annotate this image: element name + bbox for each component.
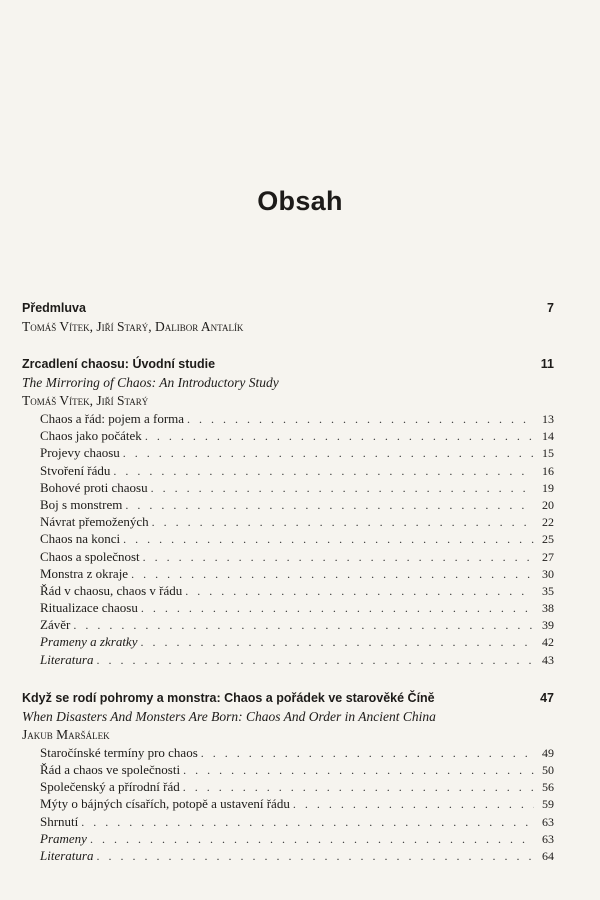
section-entries <box>40 744 554 864</box>
dot-leader <box>293 796 534 813</box>
toc-entry-label: Společenský a přírodní řád <box>40 779 180 795</box>
section-heading-row <box>22 354 554 374</box>
toc-entry-page-number: 14 <box>542 429 554 444</box>
toc-entry-page-number: 39 <box>542 618 554 633</box>
toc-entry-page-number: 42 <box>542 635 554 650</box>
toc-entry-label: Řád a chaos ve společnosti <box>40 762 181 777</box>
dot-leader <box>81 814 534 831</box>
section-subtitle: When Disasters And Monsters Are Born: Chaos And Order in Ancient China <box>22 708 436 724</box>
toc-entry-page-number: 59 <box>542 797 554 812</box>
dot-leader <box>152 514 534 531</box>
toc-entry <box>40 496 554 513</box>
toc-entry-label: Stvoření řádu <box>40 462 111 478</box>
toc-entry-page-number: 25 <box>542 532 554 547</box>
toc-entry-page-number: 50 <box>542 763 554 777</box>
toc-entry-page-number: 15 <box>542 446 554 461</box>
toc-entry <box>40 427 554 444</box>
toc-entry-page-number: 19 <box>542 480 554 495</box>
section-page-number: 7 <box>547 301 554 315</box>
toc-entry <box>40 462 554 479</box>
toc-entry-label: Boj s monstrem <box>40 496 123 512</box>
toc-entry <box>40 830 554 847</box>
dot-leader <box>187 411 534 428</box>
toc-entry <box>40 778 554 795</box>
dot-leader <box>145 428 534 445</box>
dot-leader <box>151 480 534 497</box>
toc-entry-label: Chaos na konci <box>40 531 121 547</box>
toc-entry-label: Monstra z okraje <box>40 565 129 581</box>
toc-entry-label: Ritualizace chaosu <box>40 600 138 616</box>
dot-leader <box>125 497 534 514</box>
toc-entry-label: Návrat přemožených <box>40 514 149 530</box>
section-heading: Když se rodí pohromy a monstra: Chaos a pořádek ve starověké Číně <box>22 690 435 705</box>
dot-leader <box>131 566 534 583</box>
section-heading: Předmluva <box>22 301 86 315</box>
toc-entry-page-number: 35 <box>542 583 554 598</box>
toc-entry-label: Literatura <box>40 847 94 863</box>
toc-entry-label: Řád v chaosu, chaos v řádu <box>40 582 183 598</box>
toc-entry <box>40 813 554 830</box>
toc-section <box>22 298 554 336</box>
toc-entry-page-number: 16 <box>542 463 554 478</box>
toc-entry-page-number: 22 <box>542 515 554 530</box>
table-of-contents <box>22 298 554 878</box>
toc-entry-label: Mýty o bájných císařích, potopě a ustavení řádu <box>40 796 290 812</box>
toc-section <box>22 354 554 668</box>
toc-entry-page-number: 64 <box>542 848 554 863</box>
dot-leader <box>123 531 534 548</box>
toc-entry <box>40 633 554 650</box>
toc-entry-label: Projevy chaosu <box>40 445 120 461</box>
toc-section <box>22 688 554 864</box>
toc-entry <box>40 479 554 496</box>
dot-leader <box>141 600 534 617</box>
toc-entry-label: Staročínské termíny pro chaos <box>40 744 198 760</box>
dot-leader <box>73 617 534 634</box>
toc-entry-label: Literatura <box>40 651 94 667</box>
toc-entry <box>40 444 554 461</box>
toc-entry <box>40 530 554 547</box>
section-authors: Tomáš Vítek, Jiří Starý <box>22 393 149 408</box>
page-title: Obsah <box>257 186 343 216</box>
toc-entry-label: Prameny a zkratky <box>40 634 138 650</box>
toc-entry-page-number: 20 <box>542 497 554 512</box>
section-authors: Jakub Maršálek <box>22 726 110 742</box>
dot-leader <box>185 583 534 600</box>
toc-entry <box>40 582 554 599</box>
toc-entry-label: Závěr <box>40 617 71 633</box>
section-entries <box>40 410 554 668</box>
dot-leader <box>96 848 534 865</box>
toc-entry-label: Bohové proti chaosu <box>40 479 148 495</box>
toc-entry-page-number: 56 <box>542 780 554 795</box>
section-authors: Tomáš Vítek, Jiří Starý, Dalibor Antalík <box>22 319 244 334</box>
dot-leader <box>183 762 534 779</box>
dot-leader <box>183 779 534 796</box>
dot-leader <box>143 549 534 566</box>
toc-entry-page-number: 63 <box>542 814 554 829</box>
dot-leader <box>201 745 534 762</box>
toc-entry <box>40 761 554 778</box>
section-page-number: 47 <box>540 690 554 705</box>
toc-entry-page-number: 30 <box>542 566 554 581</box>
toc-entry <box>40 847 554 864</box>
toc-entry <box>40 565 554 582</box>
toc-entry <box>40 513 554 530</box>
toc-entry <box>40 410 554 427</box>
toc-entry <box>40 616 554 633</box>
dot-leader <box>90 831 534 848</box>
dot-leader <box>96 652 534 669</box>
toc-entry-page-number: 27 <box>542 549 554 564</box>
toc-entry-page-number: 38 <box>542 601 554 616</box>
section-heading-row <box>22 688 554 708</box>
toc-entry-page-number: 13 <box>542 412 554 426</box>
toc-entry <box>40 599 554 616</box>
toc-entry <box>40 795 554 812</box>
section-heading: Zrcadlení chaosu: Úvodní studie <box>22 357 216 371</box>
toc-entry <box>40 744 554 761</box>
toc-entry <box>40 548 554 565</box>
dot-leader <box>140 634 534 651</box>
section-page-number: 11 <box>540 357 554 371</box>
toc-entry-label: Chaos a řád: pojem a forma <box>40 411 185 426</box>
toc-entry <box>40 651 554 668</box>
toc-entry-page-number: 63 <box>542 831 554 846</box>
toc-entry-label: Chaos jako počátek <box>40 428 142 444</box>
dot-leader <box>113 463 534 480</box>
section-subtitle: The Mirroring of Chaos: An Introductory Study <box>22 375 279 390</box>
dot-leader <box>123 445 534 462</box>
toc-entry-label: Chaos a společnost <box>40 548 140 564</box>
section-heading-row <box>22 298 554 318</box>
toc-entry-page-number: 49 <box>542 745 554 760</box>
toc-entry-label: Prameny <box>40 830 87 846</box>
toc-entry-label: Shrnutí <box>40 813 79 829</box>
toc-entry-page-number: 43 <box>542 652 554 667</box>
